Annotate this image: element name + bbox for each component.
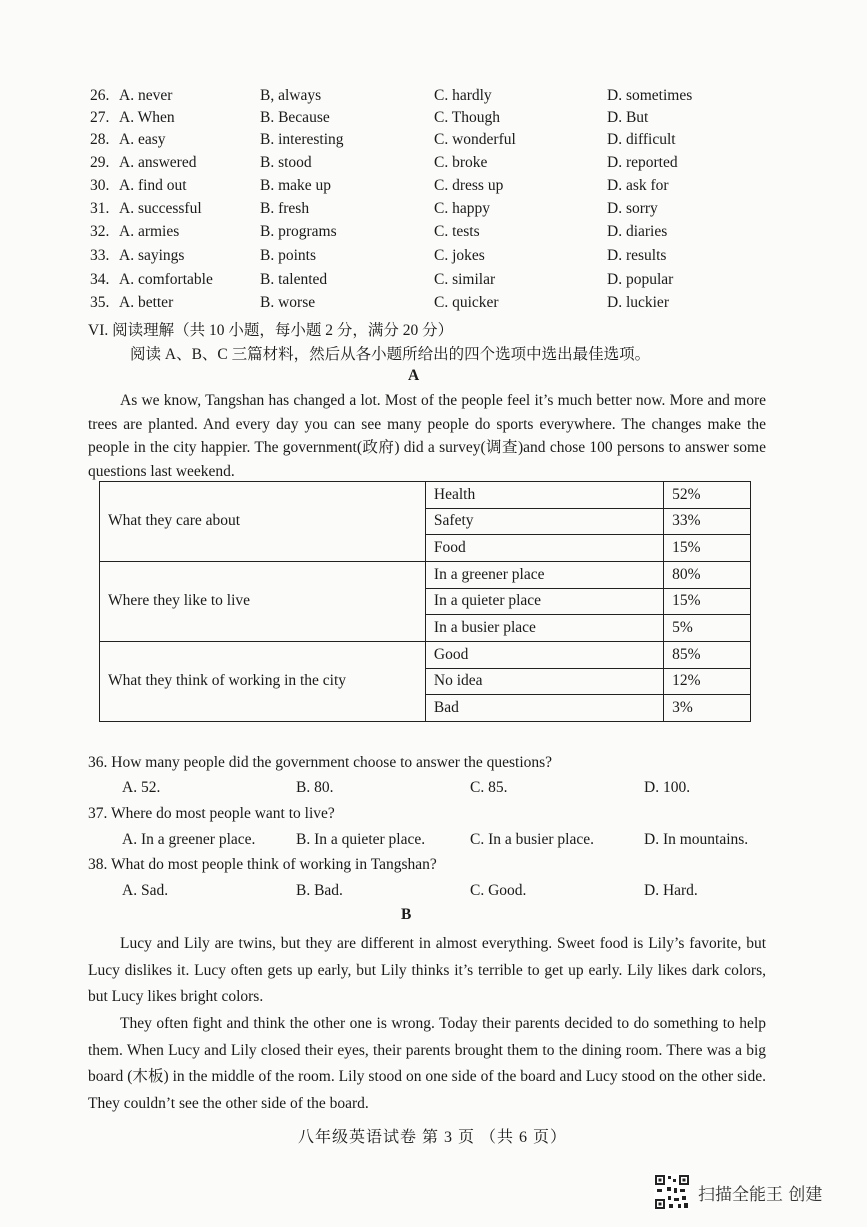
table-percent: 33% (664, 508, 751, 535)
option-d: D. 100. (644, 779, 691, 796)
option-b: B. points (260, 247, 316, 264)
passage-a-body: As we know, Tangshan has changed a lot. Most of the people feel it’s much better now. More and more trees are planted. And every day you can see many people do sports everywhere. The changes make the people in the city happier. The government(政府) did a survey(调查)and chose 100 persons to answer some questions last weekend. (88, 392, 766, 480)
page-footer: 八年级英语试卷 第 3 页 （共 6 页） (298, 1129, 568, 1146)
question-number: 34. (90, 271, 110, 288)
question-number: 33. (90, 247, 110, 264)
option-b: B. programs (260, 223, 337, 240)
table-row (100, 641, 751, 668)
option-c: C. broke (434, 154, 488, 171)
table-category: Where they like to live (100, 561, 426, 641)
scanner-watermark (654, 1174, 822, 1210)
option-c: C. happy (434, 200, 490, 217)
option-c: C. tests (434, 223, 480, 240)
question-stem: 38. What do most people think of working in Tangshan? (88, 856, 437, 873)
table-percent: 80% (664, 561, 751, 588)
option-a: A. sayings (119, 247, 185, 264)
table-row (100, 561, 751, 588)
table-item: Safety (425, 508, 663, 535)
qr-code-icon (654, 1174, 690, 1210)
option-a: A. In a greener place. (122, 831, 256, 848)
question-number: 28. (90, 131, 110, 148)
table-percent: 3% (664, 695, 751, 722)
option-d: D. ask for (607, 177, 669, 194)
table-row (100, 482, 751, 509)
passage-a-text (88, 389, 766, 483)
question-number: 27. (90, 109, 110, 126)
option-d: D. popular (607, 271, 674, 288)
option-d: D. In mountains. (644, 831, 749, 848)
question-number: 32. (90, 223, 110, 240)
question-stem: 37. Where do most people want to live? (88, 805, 335, 822)
option-a: A. Sad. (122, 882, 169, 899)
option-d: D. Hard. (644, 882, 698, 899)
option-a: A. armies (119, 223, 180, 240)
question-number: 30. (90, 177, 110, 194)
option-a: A. never (119, 87, 173, 104)
table-item: In a greener place (425, 561, 663, 588)
option-b: B. Because (260, 109, 330, 126)
table-item: Good (425, 641, 663, 668)
option-c: C. hardly (434, 87, 492, 104)
option-b: B. fresh (260, 200, 310, 217)
option-b: B. worse (260, 294, 316, 311)
table-item: No idea (425, 668, 663, 695)
option-a: A. find out (119, 177, 187, 194)
option-b: B, always (260, 87, 322, 104)
option-c: C. quicker (434, 294, 499, 311)
option-c: C. dress up (434, 177, 504, 194)
question-number: 35. (90, 294, 110, 311)
table-item: In a quieter place (425, 588, 663, 615)
question-stem: 36. How many people did the government choose to answer the questions? (88, 754, 553, 771)
passage-b-body: Lucy and Lily are twins, but they are different in almost everything. Sweet food is Lily’s favorite, but Lucy dislikes it. Lucy often gets up early, but Lily thinks it’s terrible to get up early. Lily likes dark colors, but Lucy likes bright colors. (88, 935, 766, 1005)
passage-b-label: B (401, 906, 412, 923)
watermark-text: 扫描全能王 创建 (698, 1184, 823, 1205)
option-b: B. stood (260, 154, 312, 171)
option-d: D. results (607, 247, 667, 264)
option-d: D. luckier (607, 294, 669, 311)
question-number: 31. (90, 200, 110, 217)
option-c: C. jokes (434, 247, 485, 264)
option-b: B. interesting (260, 131, 344, 148)
passage-a-label: A (408, 367, 420, 384)
passage-b-paragraph-1 (88, 931, 766, 1011)
option-a: A. 52. (122, 779, 161, 796)
question-number: 29. (90, 154, 110, 171)
passage-b-body: They often fight and think the other one is wrong. Today their parents decided to do something to help them. When Lucy and Lily closed their eyes, their parents brought them to the dining room. There was a big board (木板) in the middle of the room. Lily stood on one side of the board and Lucy stood on the other side. They couldn’t see the other side of the board. (88, 1015, 766, 1112)
option-a: A. better (119, 294, 174, 311)
option-a: A. successful (119, 200, 202, 217)
passage-b-paragraph-2 (88, 1011, 766, 1117)
option-b: B. In a quieter place. (296, 831, 426, 848)
option-c: C. 85. (470, 779, 508, 796)
option-d: D. But (607, 109, 649, 126)
table-percent: 12% (664, 668, 751, 695)
option-a: A. easy (119, 131, 166, 148)
table-percent: 52% (664, 482, 751, 509)
option-a: A. comfortable (119, 271, 213, 288)
option-b: B. 80. (296, 779, 334, 796)
option-d: D. sorry (607, 200, 658, 217)
option-d: D. diaries (607, 223, 668, 240)
table-item: In a busier place (425, 615, 663, 642)
table-item: Bad (425, 695, 663, 722)
section-instruction: 阅读 A、B、C 三篇材料，然后从各小题所给出的四个选项中选出最佳选项。 (130, 346, 651, 363)
table-category: What they care about (100, 482, 426, 562)
table-percent: 5% (664, 615, 751, 642)
option-d: D. reported (607, 154, 678, 171)
question-number: 26. (90, 87, 110, 104)
survey-table (99, 481, 751, 722)
table-percent: 15% (664, 588, 751, 615)
option-c: C. Though (434, 109, 501, 126)
option-c: C. In a busier place. (470, 831, 594, 848)
table-category: What they think of working in the city (100, 641, 426, 721)
option-c: C. similar (434, 271, 496, 288)
table-percent: 15% (664, 535, 751, 562)
option-a: A. answered (119, 154, 197, 171)
option-b: B. Bad. (296, 882, 343, 899)
table-item: Food (425, 535, 663, 562)
option-d: D. sometimes (607, 87, 693, 104)
option-b: B. talented (260, 271, 328, 288)
option-c: C. wonderful (434, 131, 516, 148)
table-item: Health (425, 482, 663, 509)
option-a: A. When (119, 109, 175, 126)
option-c: C. Good. (470, 882, 527, 899)
section-title: VI. 阅读理解（共 10 小题，每小题 2 分，满分 20 分） (88, 322, 454, 339)
option-b: B. make up (260, 177, 332, 194)
table-percent: 85% (664, 641, 751, 668)
option-d: D. difficult (607, 131, 676, 148)
